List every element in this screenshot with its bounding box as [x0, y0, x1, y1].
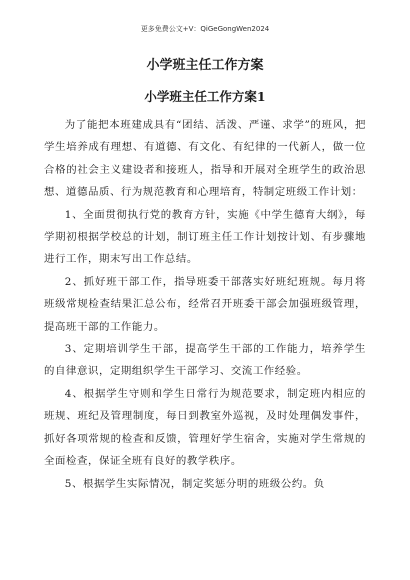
paragraph-item-3: 3、定期培训学生干部，提高学生干部的工作能力，培养学生的自律意识，定期组织学生干部学习、交流工作经验。	[44, 343, 366, 378]
paragraph-item-5: 5、根据学生实际情况，制定奖惩分明的班级公约。负	[64, 477, 325, 490]
document-body	[44, 114, 366, 495]
document-subtitle: 小学班主任工作方案1	[144, 89, 266, 104]
paragraph-intro: 为了能把本班建成具有“团结、活泼、严谨、求学”的班风，把学生培养成有理想、有道德、有文化、有纪律的一代新人，做一位合格的社会主义建设者和接班人，指导和开展对全班学生的政治思想、道德品质、行为规范教育和心理培育，特制定班级工作计划：	[44, 119, 366, 199]
document-title: 小学班主任工作方案	[146, 58, 264, 73]
header-note: 更多免费公文+V：QiGeGongWen2024	[140, 25, 270, 33]
paragraph-item-4: 4、根据学生守则和学生日常行为规范要求，制定班内相应的班规、班纪及管理制度，每日到教室外巡视，及时处理偶发事件，抓好各项常规的检查和反馈，管理好学生宿舍，实施对学生常规的全面检查，保证全班有良好的教学秩序。	[44, 387, 366, 468]
paragraph-item-1: 1、全面贯彻执行党的教育方针，实施《中学生德育大纲》，每学期初根据学校总的计划，制订班主任工作计划按计划、有步骤地进行工作，期末写出工作总结。	[44, 208, 366, 266]
paragraph-item-2: 2、抓好班干部工作，指导班委干部落实好班纪班规。每月将班级常规检查结果汇总公布，经常召开班委干部会加强班级管理，提高班干部的工作能力。	[44, 275, 366, 333]
